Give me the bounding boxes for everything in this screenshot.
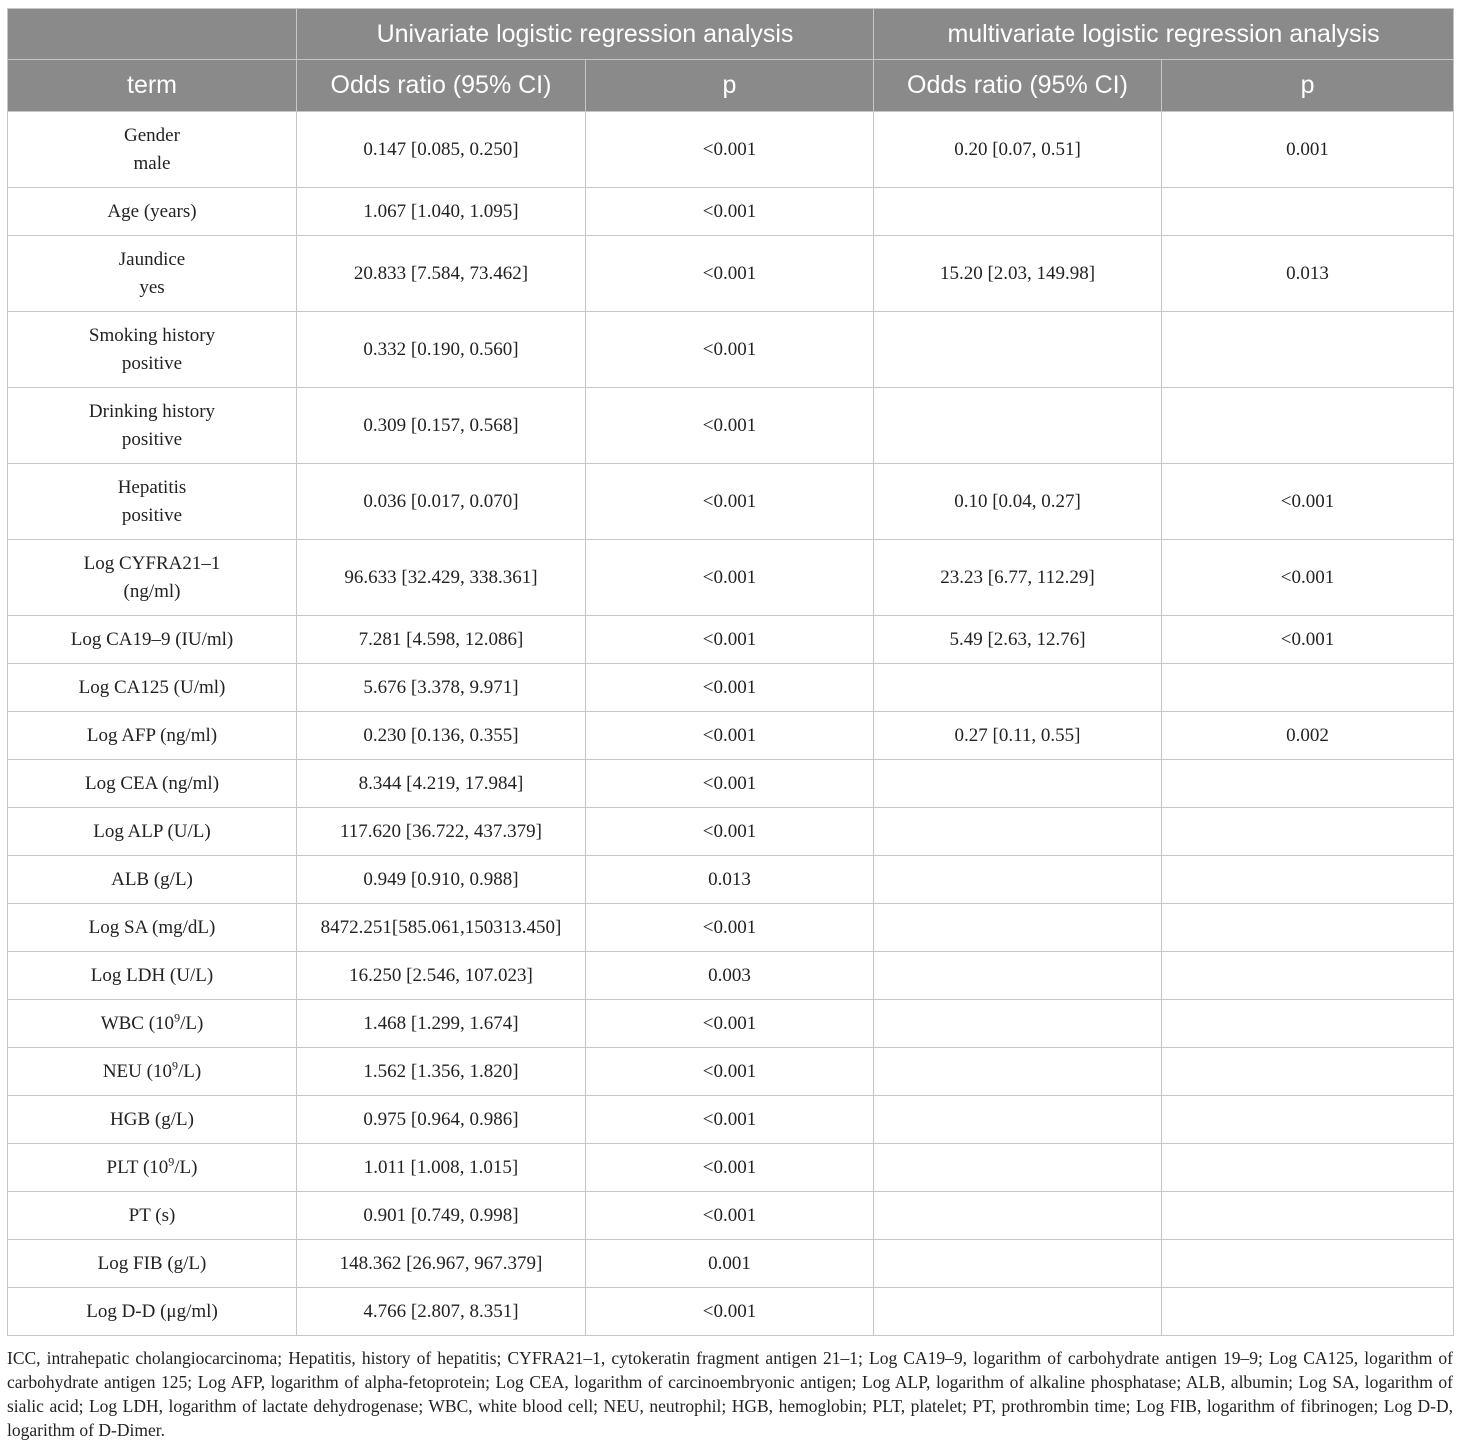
table-row — [8, 1144, 1454, 1192]
p-multivariate-cell — [1162, 1192, 1454, 1240]
header-column-row — [8, 60, 1454, 112]
or-multivariate-cell — [874, 1192, 1162, 1240]
or-univariate-cell: 0.901 [0.749, 0.998] — [297, 1192, 586, 1240]
term-label: Log CEA (ng/ml) — [84, 772, 220, 794]
header-or-multivariate: Odds ratio (95% CI) — [874, 60, 1162, 112]
table-row — [8, 616, 1454, 664]
term-label — [8, 1058, 296, 1086]
term-sublabel: (ng/ml) — [123, 580, 181, 602]
table-row — [8, 904, 1454, 952]
p-multivariate-cell — [1162, 1096, 1454, 1144]
or-multivariate-cell: 15.20 [2.03, 149.98] — [874, 236, 1162, 312]
or-multivariate-cell — [874, 664, 1162, 712]
or-multivariate-cell — [874, 1240, 1162, 1288]
header-empty-cell — [8, 9, 297, 60]
term-label: Log LDH (U/L) — [90, 964, 214, 986]
term-label: Log CA125 (U/ml) — [78, 676, 226, 698]
header-group-multivariate: multivariate logistic regression analysis — [874, 9, 1454, 60]
or-multivariate-cell — [874, 808, 1162, 856]
table-row — [8, 808, 1454, 856]
term-cell — [8, 388, 297, 464]
term-cell — [8, 312, 297, 388]
or-multivariate-cell — [874, 904, 1162, 952]
or-multivariate-cell — [874, 1048, 1162, 1096]
p-multivariate-cell: <0.001 — [1162, 540, 1454, 616]
header-or-univariate: Odds ratio (95% CI) — [297, 60, 586, 112]
term-cell — [8, 1000, 297, 1048]
p-univariate-cell: <0.001 — [586, 1000, 874, 1048]
p-multivariate-cell: 0.001 — [1162, 112, 1454, 188]
term-cell — [8, 188, 297, 236]
or-multivariate-cell — [874, 952, 1162, 1000]
term-label: Hepatitis — [117, 476, 187, 498]
term-label: PT (s) — [128, 1204, 176, 1226]
or-univariate-cell: 5.676 [3.378, 9.971] — [297, 664, 586, 712]
or-univariate-cell: 1.468 [1.299, 1.674] — [297, 1000, 586, 1048]
term-cell — [8, 808, 297, 856]
or-univariate-cell: 148.362 [26.967, 967.379] — [297, 1240, 586, 1288]
header-group-row — [8, 9, 1454, 60]
or-multivariate-cell — [874, 856, 1162, 904]
term-sublabel: positive — [121, 504, 183, 526]
p-multivariate-cell: 0.013 — [1162, 236, 1454, 312]
or-univariate-cell: 0.949 [0.910, 0.988] — [297, 856, 586, 904]
term-cell — [8, 760, 297, 808]
term-cell — [8, 1192, 297, 1240]
term-label — [8, 1154, 296, 1182]
table-row — [8, 1048, 1454, 1096]
term-label: Log AFP (ng/ml) — [86, 724, 218, 746]
header-p-multivariate: p — [1162, 60, 1454, 112]
or-multivariate-cell — [874, 1000, 1162, 1048]
p-multivariate-cell — [1162, 1000, 1454, 1048]
term-label-superscript: 9 — [174, 1010, 181, 1025]
term-label-superscript: 9 — [171, 1058, 178, 1073]
p-multivariate-cell — [1162, 312, 1454, 388]
term-label: Log CA19–9 (IU/ml) — [70, 628, 234, 650]
term-label-unit: /L) — [180, 1012, 204, 1034]
or-multivariate-cell: 0.27 [0.11, 0.55] — [874, 712, 1162, 760]
table-row — [8, 760, 1454, 808]
term-cell — [8, 236, 297, 312]
table-row — [8, 952, 1454, 1000]
table-row — [8, 712, 1454, 760]
p-univariate-cell: <0.001 — [586, 808, 874, 856]
term-label: HGB (g/L) — [110, 1108, 194, 1130]
table-row — [8, 856, 1454, 904]
term-sublabel: positive — [121, 352, 183, 374]
p-multivariate-cell — [1162, 856, 1454, 904]
term-cell — [8, 1144, 297, 1192]
p-multivariate-cell — [1162, 1240, 1454, 1288]
term-cell — [8, 664, 297, 712]
or-univariate-cell: 1.562 [1.356, 1.820] — [297, 1048, 586, 1096]
term-label-text: WBC (10 — [100, 1012, 175, 1034]
p-univariate-cell: <0.001 — [586, 1096, 874, 1144]
table-row — [8, 1288, 1454, 1336]
p-multivariate-cell — [1162, 664, 1454, 712]
or-univariate-cell: 0.147 [0.085, 0.250] — [297, 112, 586, 188]
or-univariate-cell: 7.281 [4.598, 12.086] — [297, 616, 586, 664]
table-row — [8, 236, 1454, 312]
header-group-univariate: Univariate logistic regression analysis — [297, 9, 874, 60]
p-univariate-cell: <0.001 — [586, 388, 874, 464]
p-multivariate-cell — [1162, 1288, 1454, 1336]
p-univariate-cell: 0.003 — [586, 952, 874, 1000]
term-cell — [8, 112, 297, 188]
p-multivariate-cell — [1162, 952, 1454, 1000]
term-cell — [8, 616, 297, 664]
or-multivariate-cell — [874, 312, 1162, 388]
p-multivariate-cell — [1162, 1144, 1454, 1192]
table-row — [8, 1096, 1454, 1144]
or-multivariate-cell — [874, 1144, 1162, 1192]
term-sublabel: yes — [139, 276, 165, 298]
or-multivariate-cell — [874, 1096, 1162, 1144]
or-univariate-cell: 0.975 [0.964, 0.986] — [297, 1096, 586, 1144]
or-univariate-cell: 20.833 [7.584, 73.462] — [297, 236, 586, 312]
or-multivariate-cell: 0.10 [0.04, 0.27] — [874, 464, 1162, 540]
table-footnote: ICC, intrahepatic cholangiocarcinoma; Hepatitis, history of hepatitis; CYFRA21–1, cytokeratin fragment antigen 21–1; Log CA19–9, logarithm of carbohydrate antigen 19–9; Log CA125, logarithm of carbohydrate antigen 125; Log AFP, logarithm of alpha-fetoprotein; Log CEA, logarithm of carcinoembryonic antigen; Log ALP, logarithm of alkaline phosphatase; ALB, albumin; Log SA, logarithm of sialic acid; Log LDH, logarithm of lactate dehydrogenase; WBC, white blood cell; NEU, neutrophil; HGB, hemoglobin; PLT, platelet; PT, prothrombin time; Log FIB, logarithm of fibrinogen; Log D-D, logarithm of D-Dimer. — [7, 1348, 1453, 1440]
or-multivariate-cell — [874, 760, 1162, 808]
table-row — [8, 1240, 1454, 1288]
term-cell — [8, 540, 297, 616]
p-univariate-cell: <0.001 — [586, 1048, 874, 1096]
p-univariate-cell: <0.001 — [586, 616, 874, 664]
or-univariate-cell: 96.633 [32.429, 338.361] — [297, 540, 586, 616]
p-multivariate-cell: <0.001 — [1162, 464, 1454, 540]
table-row — [8, 388, 1454, 464]
term-label: Log ALP (U/L) — [93, 820, 211, 842]
p-multivariate-cell — [1162, 188, 1454, 236]
term-sublabel: positive — [121, 428, 183, 450]
p-univariate-cell: <0.001 — [586, 760, 874, 808]
term-label-unit: /L) — [177, 1060, 202, 1082]
or-univariate-cell: 16.250 [2.546, 107.023] — [297, 952, 586, 1000]
p-univariate-cell: <0.001 — [586, 112, 874, 188]
term-cell — [8, 1048, 297, 1096]
p-multivariate-cell — [1162, 760, 1454, 808]
term-label: ALB (g/L) — [111, 868, 193, 890]
term-label: Gender — [124, 124, 180, 146]
term-label-text: NEU (10 — [102, 1060, 172, 1082]
p-univariate-cell: <0.001 — [586, 540, 874, 616]
or-univariate-cell: 1.067 [1.040, 1.095] — [297, 188, 586, 236]
p-univariate-cell: <0.001 — [586, 712, 874, 760]
or-multivariate-cell — [874, 188, 1162, 236]
term-label: Log D-D (μg/ml) — [86, 1300, 218, 1322]
table-container — [7, 8, 1453, 1336]
or-univariate-cell: 4.766 [2.807, 8.351] — [297, 1288, 586, 1336]
p-univariate-cell: <0.001 — [586, 464, 874, 540]
p-univariate-cell: <0.001 — [586, 312, 874, 388]
term-cell — [8, 464, 297, 540]
table-row — [8, 1000, 1454, 1048]
p-multivariate-cell: <0.001 — [1162, 616, 1454, 664]
p-univariate-cell: <0.001 — [586, 188, 874, 236]
term-cell — [8, 712, 297, 760]
term-cell — [8, 1288, 297, 1336]
p-univariate-cell: <0.001 — [586, 1288, 874, 1336]
p-univariate-cell: <0.001 — [586, 236, 874, 312]
table-row — [8, 1192, 1454, 1240]
term-label-text: PLT (10 — [106, 1156, 169, 1178]
p-univariate-cell: <0.001 — [586, 1144, 874, 1192]
table-row — [8, 188, 1454, 236]
table-body — [8, 112, 1454, 1336]
term-label: Log CYFRA21–1 — [83, 552, 221, 574]
table-row — [8, 540, 1454, 616]
term-cell — [8, 904, 297, 952]
term-sublabel: male — [133, 152, 171, 174]
or-univariate-cell: 8472.251[585.061,150313.450] — [297, 904, 586, 952]
header-term: term — [8, 60, 297, 112]
table-row — [8, 664, 1454, 712]
or-multivariate-cell — [874, 388, 1162, 464]
term-cell — [8, 856, 297, 904]
or-univariate-cell: 0.332 [0.190, 0.560] — [297, 312, 586, 388]
term-cell — [8, 1240, 297, 1288]
term-label: Age (years) — [107, 200, 197, 222]
or-multivariate-cell: 0.20 [0.07, 0.51] — [874, 112, 1162, 188]
or-univariate-cell: 0.309 [0.157, 0.568] — [297, 388, 586, 464]
p-multivariate-cell: 0.002 — [1162, 712, 1454, 760]
p-univariate-cell: <0.001 — [586, 904, 874, 952]
term-cell — [8, 1096, 297, 1144]
or-univariate-cell: 117.620 [36.722, 437.379] — [297, 808, 586, 856]
p-multivariate-cell — [1162, 904, 1454, 952]
term-label: Log SA (mg/dL) — [88, 916, 216, 938]
term-cell — [8, 952, 297, 1000]
term-label: Jaundice — [118, 248, 186, 270]
p-multivariate-cell — [1162, 388, 1454, 464]
or-multivariate-cell: 5.49 [2.63, 12.76] — [874, 616, 1162, 664]
table-header — [8, 9, 1454, 112]
or-univariate-cell: 1.011 [1.008, 1.015] — [297, 1144, 586, 1192]
p-univariate-cell: <0.001 — [586, 664, 874, 712]
term-label — [8, 1010, 296, 1038]
term-label: Smoking history — [88, 324, 216, 346]
p-univariate-cell: 0.001 — [586, 1240, 874, 1288]
p-univariate-cell: 0.013 — [586, 856, 874, 904]
p-univariate-cell: <0.001 — [586, 1192, 874, 1240]
header-p-univariate: p — [586, 60, 874, 112]
or-multivariate-cell — [874, 1288, 1162, 1336]
or-univariate-cell: 0.230 [0.136, 0.355] — [297, 712, 586, 760]
table-row — [8, 464, 1454, 540]
or-univariate-cell: 0.036 [0.017, 0.070] — [297, 464, 586, 540]
or-multivariate-cell: 23.23 [6.77, 112.29] — [874, 540, 1162, 616]
regression-table — [7, 8, 1454, 1336]
table-row — [8, 112, 1454, 188]
p-multivariate-cell — [1162, 808, 1454, 856]
term-label-unit: /L) — [174, 1156, 198, 1178]
p-multivariate-cell — [1162, 1048, 1454, 1096]
term-label-superscript: 9 — [168, 1154, 175, 1169]
term-label: Drinking history — [88, 400, 216, 422]
table-row — [8, 312, 1454, 388]
term-label: Log FIB (g/L) — [97, 1252, 207, 1274]
or-univariate-cell: 8.344 [4.219, 17.984] — [297, 760, 586, 808]
